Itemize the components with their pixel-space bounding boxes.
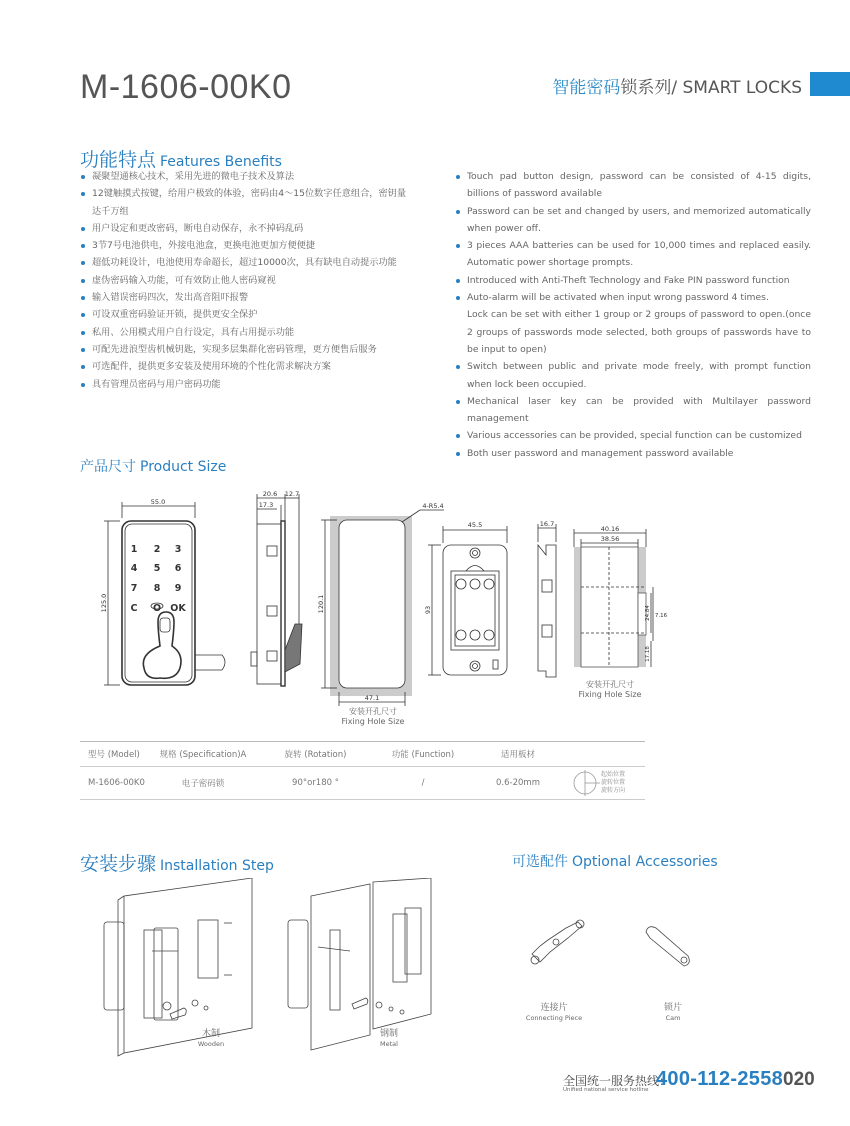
accessories-title-cn: 可选配件	[512, 854, 568, 870]
dim-hole-height: 120.1	[317, 594, 325, 614]
fixing-hole-cn: 安装开孔尺寸	[586, 680, 634, 689]
col-board: 适用板材	[500, 750, 535, 760]
fixing-hole-caption-2	[571, 680, 649, 700]
wooden-en: Wooden	[197, 1040, 225, 1048]
feature-en-item: Introduced with Anti-Theft Technology and Fake PIN password function	[455, 272, 811, 289]
key-label: 7	[130, 583, 138, 594]
fixing-hole-cn: 安装开孔尺寸	[349, 707, 397, 716]
front-view-drawing	[104, 502, 225, 685]
dim-plate-height: 93	[424, 605, 432, 615]
features-title-en: Features Benefits	[160, 154, 282, 170]
accessory-cn: 锁片	[663, 1003, 682, 1013]
cell-model: M-1606-00K0	[88, 778, 145, 788]
dim-plate-width: 45.5	[467, 521, 483, 529]
key-label: 6	[174, 563, 182, 574]
features-title-cn: 功能特点	[80, 149, 157, 171]
key-label: 2	[153, 544, 161, 555]
side-plate-drawing	[538, 524, 556, 677]
accessory-cam	[648, 1003, 698, 1023]
fixing-hole-caption-1	[335, 707, 411, 727]
key-label: O	[152, 603, 162, 614]
feature-cn-item: 凝聚望通核心技术，采用先进的微电子技术及算法	[80, 168, 415, 185]
feature-en-item: Mechanical laser key can be provided with Multilayer password management	[455, 393, 811, 428]
feature-en-item: Switch between public and private mode freely, with prompt function when lock been occupied.	[455, 358, 811, 393]
dim-width: 55.0	[150, 498, 166, 506]
key-label: 1	[130, 544, 138, 555]
accessories-drawings	[520, 912, 700, 982]
key-label: 8	[153, 583, 161, 594]
dim-hole2-b: 7.16	[654, 613, 668, 619]
spec-table	[80, 741, 645, 800]
key-label: OK	[170, 603, 186, 614]
dim-depth-front: 12.7	[284, 490, 300, 498]
legend-rotate-dir: 旋转方向	[601, 787, 626, 794]
accessory-connecting-piece	[518, 1003, 590, 1023]
cell-spec: 电子密码锁	[181, 779, 225, 789]
wooden-cn: 木制	[201, 1029, 220, 1039]
metal-caption	[364, 1029, 414, 1049]
feature-cn-item: 3节7号电池供电，外接电池盒，更换电池更加方便便捷	[80, 237, 415, 254]
dim-hole-width: 47.1	[364, 694, 380, 702]
feature-cn-item: 可配先进浪型齿机械钥匙，实现多层集群化密码管理，更方便售后服务	[80, 341, 415, 358]
feature-cn-item: 可选配件，提供更多安装及使用环境的个性化需求解决方案	[80, 358, 415, 375]
mounting-plate-drawing	[428, 526, 507, 675]
legend-rotate-pos: 旋转位置	[601, 779, 626, 786]
cell-rotation: 90°or180 °	[292, 778, 339, 788]
feature-en-item: Various accessories can be provided, special function can be customized	[455, 427, 811, 444]
table-row	[80, 767, 645, 800]
series-cn-highlight: 智能密码	[552, 78, 621, 98]
feature-en-item: 3 pieces AAA batteries can be used for 10,000 times and replaced easily. Automatic power shortage prompts.	[455, 237, 811, 272]
installation-title-cn: 安装步骤	[80, 853, 157, 875]
hotline-label-en: Unified national service hotline	[563, 1087, 649, 1093]
page-number: 020	[783, 1069, 815, 1090]
dim-hole2-w2: 38.56	[600, 535, 620, 543]
dim-plate-depth: 16.7	[539, 520, 555, 528]
dim-depth-body: 17.3	[258, 501, 274, 509]
key-label: 5	[153, 563, 161, 574]
feature-cn-item: 可设双重密码验证开锁，提供更安全保护	[80, 306, 415, 323]
rotation-diagram	[563, 767, 645, 799]
col-function: 功能 (Function)	[391, 750, 455, 760]
metal-cn: 钢制	[379, 1029, 398, 1039]
feature-en-item: Touch pad button design, password can be consisted of 4-15 digits, billions of password available	[455, 168, 811, 203]
accessory-en: Cam	[665, 1014, 681, 1022]
feature-en-continuation: Lock can be set with either 1 group or 2 groups of password to open.(once 2 groups of passwords mode selected, both groups of passwords have to be input to open)	[467, 309, 811, 355]
cam-drawing	[646, 927, 689, 966]
col-model: 型号 (Model)	[88, 750, 140, 760]
accessories-title-en: Optional Accessories	[572, 854, 718, 870]
feature-cn-item: 具有管理员密码与用户密码功能	[80, 376, 415, 393]
key-label: C	[130, 603, 138, 614]
feature-cn-item: 用户设定和更改密码，断电自动保存，永不掉码乱码	[80, 220, 415, 237]
product-size-title-cn: 产品尺寸	[80, 459, 136, 475]
dim-radius: 4-R5.4	[422, 502, 444, 510]
rotation-icon	[565, 768, 605, 798]
wooden-caption	[186, 1029, 236, 1049]
series-cn-rest: 锁系列	[620, 78, 672, 98]
fixing-hole-en: Fixing Hole Size	[341, 717, 405, 726]
accessories-heading	[512, 851, 718, 871]
side-view-drawing	[251, 494, 302, 686]
series-en: SMART LOCKS	[682, 78, 802, 98]
feature-en-item: Password can be set and changed by users, and memorized automatically when power off.	[455, 203, 811, 238]
feature-cn-item: 超低功耗设计，电池使用寿命超长，超过10000次，具有缺电自动提示功能	[80, 254, 415, 271]
spec-table-header	[80, 741, 645, 767]
dim-depth-total: 20.6	[262, 490, 278, 498]
product-size-title-en: Product Size	[140, 459, 227, 475]
cell-function: /	[421, 778, 425, 788]
dim-hole2-a: 24.84	[645, 605, 651, 621]
dim-hole2-w1: 40.16	[600, 525, 620, 533]
col-rotation: 旋转 (Rotation)	[284, 750, 347, 760]
feature-cn-item: 虚伪密码输入功能，可有效防止他人密码窥视	[80, 272, 415, 289]
key-label: 4	[130, 563, 138, 574]
installation-title-en: Installation Step	[160, 858, 274, 874]
col-spec: 规格 (Specification)A	[159, 750, 247, 760]
metal-en: Metal	[380, 1040, 398, 1048]
feature-en-item: Both user password and management password available	[455, 445, 811, 462]
fixing-hole-2-drawing	[574, 529, 653, 667]
cell-board: 0.6-20mm	[496, 778, 540, 788]
legend-start: 起始位置	[601, 771, 626, 778]
metal-install-drawing	[288, 878, 431, 1050]
fixing-hole-en: Fixing Hole Size	[578, 690, 642, 699]
rotation-legend	[601, 771, 625, 795]
key-label: 9	[174, 583, 182, 594]
keypad	[131, 544, 187, 614]
model-title: M-1606-00K0	[80, 68, 292, 106]
dim-height: 125.0	[100, 593, 108, 613]
accessory-en: Connecting Piece	[525, 1014, 583, 1022]
dim-hole2-c: 17.18	[645, 646, 651, 662]
feature-cn-item: 12键触摸式按键，给用户极致的体验，密码由4～15位数字任意组合，密钥量达千万组	[80, 185, 415, 220]
accessory-cn: 连接片	[540, 1003, 568, 1013]
feature-cn-item: 输入错误密码四次，发出高音阻吓报警	[80, 289, 415, 306]
key-label: 3	[174, 544, 182, 555]
series-separator: /	[671, 78, 683, 98]
installation-heading	[80, 849, 274, 876]
feature-cn-item: 私用、公用模式用户自行设定，具有占用提示功能	[80, 324, 415, 341]
hotline-number: 400-112-2558	[656, 1068, 784, 1090]
connecting-piece-drawing	[531, 920, 584, 964]
hotline-label-cn: 全国统一服务热线：	[563, 1074, 672, 1088]
feature-en-text: Auto-alarm will be activated when input wrong password 4 times.	[467, 292, 769, 304]
